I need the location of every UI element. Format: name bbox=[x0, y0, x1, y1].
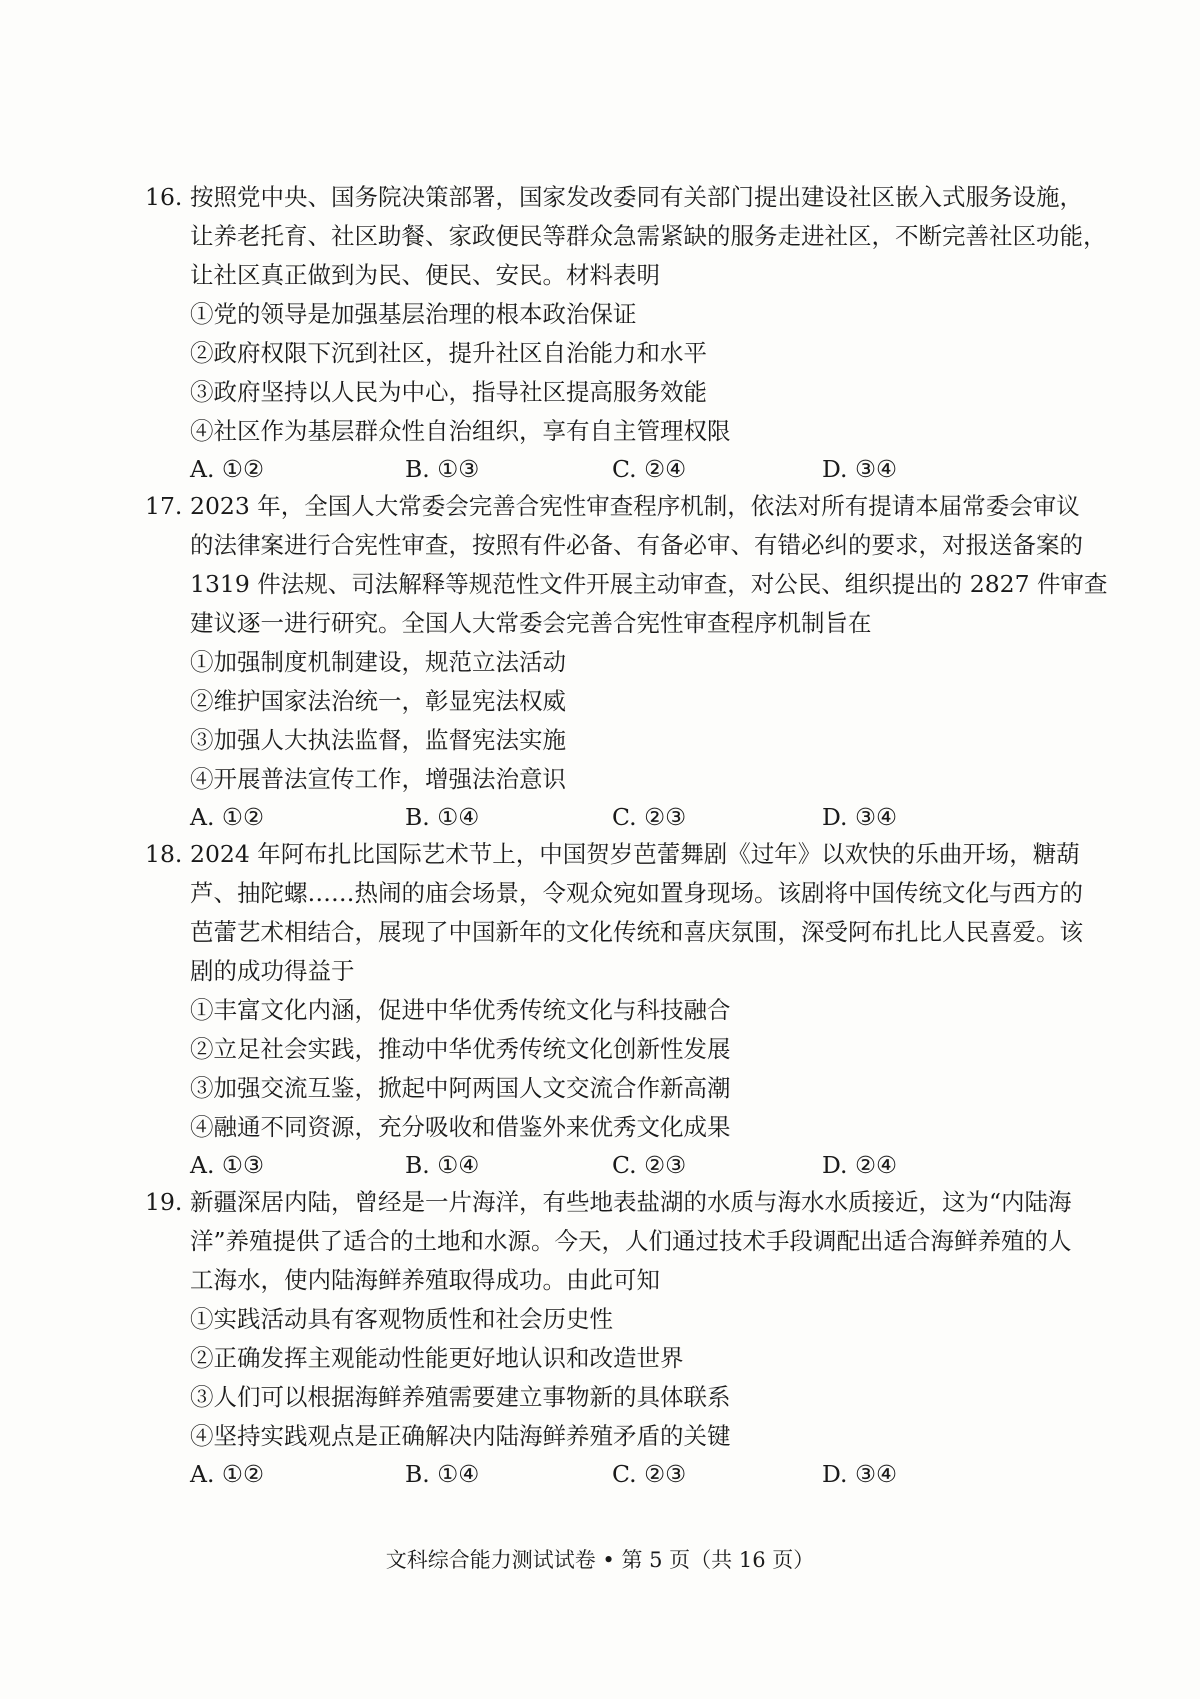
question-stem-line: 剧的成功得益于 bbox=[190, 957, 355, 985]
question-17 bbox=[0, 487, 1200, 835]
question-stem-line: 让社区真正做到为民、便民、安民。材料表明 bbox=[190, 261, 660, 289]
question-stem-line: 洋”养殖提供了适合的土地和水源。今天，人们通过技术手段调配出适合海鲜养殖的人 bbox=[190, 1227, 1072, 1255]
question-number: 18. bbox=[145, 840, 183, 868]
statement-3: ③加强人大执法监督，监督宪法实施 bbox=[190, 726, 566, 754]
choice-c: C. ②④ bbox=[612, 455, 687, 483]
question-stem-line: 芭蕾艺术相结合，展现了中国新年的文化传统和喜庆氛围，深受阿布扎比人民喜爱。该 bbox=[190, 918, 1083, 946]
choice-b: B. ①④ bbox=[405, 803, 480, 831]
statement-1: ①实践活动具有客观物质性和社会历史性 bbox=[190, 1305, 613, 1333]
question-stem-line: 的法律案进行合宪性审查，按照有件必备、有备必审、有错必纠的要求，对报送备案的 bbox=[190, 531, 1083, 559]
statement-4: ④社区作为基层群众性自治组织，享有自主管理权限 bbox=[190, 417, 731, 445]
choice-d: D. ③④ bbox=[822, 1460, 898, 1488]
statement-3: ③政府坚持以人民为中心，指导社区提高服务效能 bbox=[190, 378, 707, 406]
statement-1: ①党的领导是加强基层治理的根本政治保证 bbox=[190, 300, 637, 328]
choice-b: B. ①④ bbox=[405, 1151, 480, 1179]
question-number: 19. bbox=[145, 1188, 183, 1216]
answer-choices bbox=[0, 799, 1200, 835]
answer-choices bbox=[0, 1456, 1200, 1492]
choice-d: D. ③④ bbox=[822, 803, 898, 831]
choice-c: C. ②③ bbox=[612, 1460, 687, 1488]
question-stem-line: 工海水，使内陆海鲜养殖取得成功。由此可知 bbox=[190, 1266, 660, 1294]
statement-4: ④开展普法宣传工作，增强法治意识 bbox=[190, 765, 566, 793]
question-16 bbox=[0, 178, 1200, 487]
choice-d: D. ②④ bbox=[822, 1151, 898, 1179]
choice-c: C. ②③ bbox=[612, 1151, 687, 1179]
statement-2: ②正确发挥主观能动性能更好地认识和改造世界 bbox=[190, 1344, 684, 1372]
choice-a: A. ①② bbox=[190, 1460, 265, 1488]
question-stem-line: 芦、抽陀螺……热闹的庙会场景，令观众宛如置身现场。该剧将中国传统文化与西方的 bbox=[190, 879, 1083, 907]
statement-4: ④融通不同资源，充分吸收和借鉴外来优秀文化成果 bbox=[190, 1113, 731, 1141]
choice-a: A. ①③ bbox=[190, 1151, 265, 1179]
question-stem-line: 新疆深居内陆，曾经是一片海洋，有些地表盐湖的水质与海水水质接近，这为“内陆海 bbox=[190, 1188, 1072, 1216]
answer-choices bbox=[0, 451, 1200, 487]
statement-2: ②维护国家法治统一，彰显宪法权威 bbox=[190, 687, 566, 715]
question-19 bbox=[0, 1183, 1200, 1492]
question-stem-line: 按照党中央、国务院决策部署，国家发改委同有关部门提出建设社区嵌入式服务设施， bbox=[190, 183, 1083, 211]
question-18 bbox=[0, 835, 1200, 1183]
page-footer: 文科综合能力测试试卷 • 第 5 页（共 16 页） bbox=[385, 1548, 815, 1572]
question-number: 16. bbox=[145, 183, 183, 211]
choice-d: D. ③④ bbox=[822, 455, 898, 483]
question-stem-line: 2023 年，全国人大常委会完善合宪性审查程序机制，依法对所有提请本届常委会审议 bbox=[190, 492, 1080, 520]
question-stem-line: 建议逐一进行研究。全国人大常委会完善合宪性审查程序机制旨在 bbox=[190, 609, 872, 637]
choice-a: A. ①② bbox=[190, 803, 265, 831]
question-number: 17. bbox=[145, 492, 183, 520]
statement-3: ③人们可以根据海鲜养殖需要建立事物新的具体联系 bbox=[190, 1383, 731, 1411]
choice-c: C. ②③ bbox=[612, 803, 687, 831]
choice-b: B. ①④ bbox=[405, 1460, 480, 1488]
statement-4: ④坚持实践观点是正确解决内陆海鲜养殖矛盾的关键 bbox=[190, 1422, 731, 1450]
answer-choices bbox=[0, 1147, 1200, 1183]
statement-2: ②政府权限下沉到社区，提升社区自治能力和水平 bbox=[190, 339, 707, 367]
question-stem-line: 1319 件法规、司法解释等规范性文件开展主动审查，对公民、组织提出的 2827 件审查 bbox=[190, 570, 1108, 598]
statement-1: ①丰富文化内涵，促进中华优秀传统文化与科技融合 bbox=[190, 996, 731, 1024]
choice-a: A. ①② bbox=[190, 455, 265, 483]
questions-container bbox=[0, 178, 1200, 1492]
question-stem-line: 2024 年阿布扎比国际艺术节上，中国贺岁芭蕾舞剧《过年》以欢快的乐曲开场，糖葫 bbox=[190, 840, 1080, 868]
choice-b: B. ①③ bbox=[405, 455, 480, 483]
statement-1: ①加强制度机制建设，规范立法活动 bbox=[190, 648, 566, 676]
statement-3: ③加强交流互鉴，掀起中阿两国人文交流合作新高潮 bbox=[190, 1074, 731, 1102]
statement-2: ②立足社会实践，推动中华优秀传统文化创新性发展 bbox=[190, 1035, 731, 1063]
question-stem-line: 让养老托育、社区助餐、家政便民等群众急需紧缺的服务走进社区，不断完善社区功能， bbox=[190, 222, 1107, 250]
